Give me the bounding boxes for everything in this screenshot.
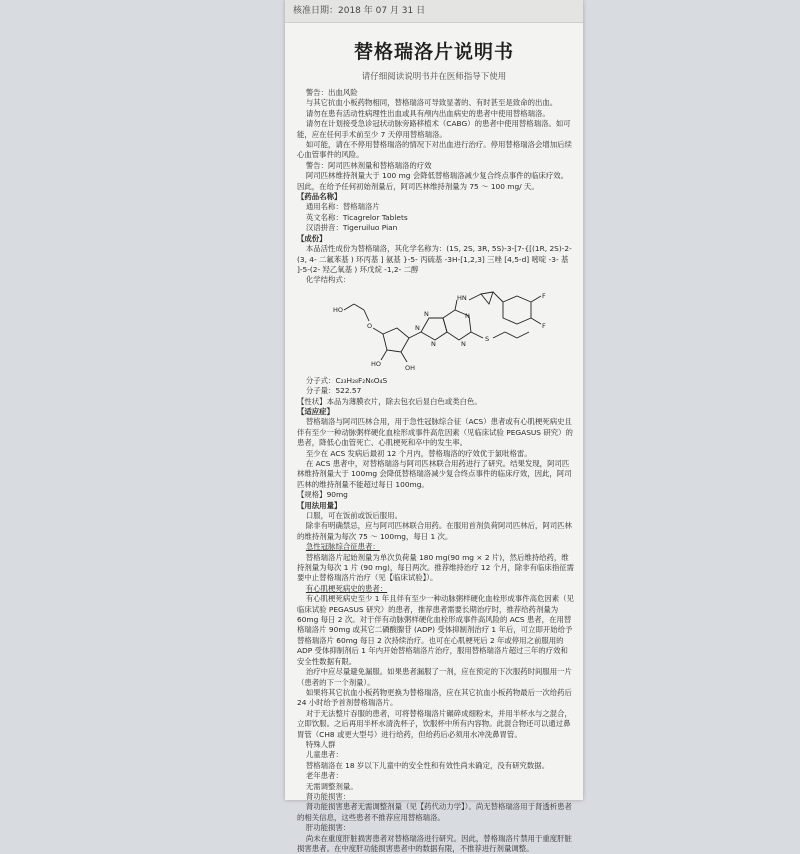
atom-label: N bbox=[431, 339, 436, 348]
child-text: 替格瑞洛在 18 岁以下儿童中的安全性和有效性尚未确定，没有研究数据。 bbox=[305, 760, 550, 770]
special-populations-heading: 特殊人群 bbox=[305, 739, 336, 749]
approval-date: 核准日期：2018 年 07 月 31 日 bbox=[285, 0, 583, 23]
section-indications: 【适应症】 bbox=[297, 406, 334, 416]
dosage-paragraph: 对于无法整片吞服的患者，可将替格瑞洛片碾碎成细粉末，并用半杯水与之混合，立即饮服。之后再用半杯水清洗杯子，饮服杯中所有内容物。此混合物还可以通过鼻胃管（CH8 或更大型号）进行给药，但给药后必须用水冲洗鼻胃管。 bbox=[297, 708, 572, 739]
dosage-paragraph: 治疗中应尽量避免漏服。如果患者漏服了一剂，应在预定的下次服药时间服用一片（患者的下一个剂量）。 bbox=[297, 667, 572, 687]
section-drug-name: 【药品名称】 bbox=[297, 192, 342, 202]
description: 【性状】本品为薄膜衣片，除去包衣后显白色或类白色。 bbox=[297, 396, 482, 406]
section-composition: 【成份】 bbox=[297, 233, 327, 243]
atom-label: N bbox=[424, 309, 429, 318]
leaflet-body bbox=[285, 82, 583, 854]
generic-name: 通用名称：替格瑞洛片 bbox=[305, 202, 380, 212]
atom-label: N bbox=[465, 311, 470, 320]
atom-label: S bbox=[485, 334, 490, 343]
warning-line: 如可能，请在不停用替格瑞洛的情况下对出血进行治疗。停用替格瑞洛会增加后续心血管事件的风险。 bbox=[297, 140, 572, 160]
atom-label: O bbox=[367, 321, 373, 330]
warning-line: 阿司匹林维持剂量大于 100 mg 会降低替格瑞洛减少复合终点事件的临床疗效。因此，在给予任何初始剂量后，阿司匹林维持剂量为 75 ～ 100 mg/ 天。 bbox=[297, 171, 569, 191]
dosage-paragraph: 口服，可在饭前或饭后服用。 bbox=[305, 511, 402, 520]
child-heading: 儿童患者： bbox=[305, 750, 343, 760]
section-dosage: 【用法用量】 bbox=[297, 500, 342, 510]
pinyin-name: 汉语拼音：Tigeruiluo Pian bbox=[305, 223, 398, 233]
molecular-weight: 分子量：522.57 bbox=[305, 386, 362, 396]
chemical-structure bbox=[297, 288, 575, 374]
elder-heading: 老年患者： bbox=[305, 771, 343, 781]
english-name: 英文名称：Ticagrelor Tablets bbox=[305, 212, 408, 222]
warning-line: 请勿在计划接受急诊冠状动脉旁路移植术（CABG）的患者中使用替格瑞洛。如可能，应在任何手术前至少 7 天停用替格瑞洛。 bbox=[297, 119, 571, 139]
atom-label: HN bbox=[457, 293, 467, 302]
renal-heading: 肾功能损害： bbox=[305, 791, 351, 801]
warning-line: 与其它抗血小板药物相同，替格瑞洛可导致显著的、有时甚至是致命的出血。 bbox=[305, 98, 558, 108]
dosage-paragraph: 除非有明确禁忌，应与阿司匹林联合用药。在服用首剂负荷阿司匹林后，阿司匹林的维持剂量为每次 75 ～ 100mg，每日 1 次。 bbox=[297, 521, 572, 541]
atom-label: N bbox=[461, 339, 466, 348]
mi-heading: 有心肌梗死病史的患者： bbox=[305, 583, 388, 593]
warning-line: 警告：出血风险 bbox=[305, 88, 358, 97]
chemical-name: 本品活性成份为替格瑞洛，其化学名称为：(1S, 2S, 3R, 5S)-3-[7-{[(1R, 2S)-2-(3, 4- 二氟苯基 ) 环丙基 ] 氨基 }-5- 丙硫基 -3H-[1,2,3] 三唑 [4,5-d] 嘧啶 -3- 基 ]-5-(2- 羟乙氧基 ) 环戊烷 -1,2- 二醇 bbox=[297, 244, 572, 274]
atom-label: OH bbox=[405, 363, 416, 372]
structure-label: 化学结构式： bbox=[305, 275, 351, 285]
atom-label: HO bbox=[333, 305, 344, 314]
molecular-formula: 分子式：C₂₃H₂₈F₂N₆O₄S bbox=[305, 375, 388, 385]
indication-paragraph: 至少在 ACS 发病后最初 12 个月内，替格瑞洛的疗效优于氯吡格雷。 bbox=[305, 448, 532, 458]
warning-line: 警告：阿司匹林剂量和替格瑞洛的疗效 bbox=[305, 160, 432, 170]
instruction-leaflet bbox=[285, 0, 583, 853]
mi-text: 有心肌梗死病史至少 1 年且伴有至少一种动脉粥样硬化血栓形成事件高危因素（见临床试验 PEGASUS 研究）的患者，推荐患者需要长期治疗时，推荐给药剂量为 60mg 每日 2 次。对于伴有动脉粥样硬化血栓形成事件高风险的 ACS 患者，在用替格瑞洛片 90mg 或其它二磷酸腺苷 (ADP) 受体抑制剂治疗 1 年后，可立即开始给予替格瑞洛片 60mg 每日 2 次持续治疗。也可在心肌梗死后 2 年或停用之前服用的 ADP 受体抑制剂后 1 年内开始替格瑞洛片治疗，服用替格瑞洛片超过三年的疗效和安全性数据有限。 bbox=[297, 594, 574, 666]
atom-label: N bbox=[415, 323, 420, 332]
atom-label: F bbox=[542, 321, 546, 330]
dosage-paragraph: 如果将其它抗血小板药物更换为替格瑞洛，应在其它抗血小板药物最后一次给药后 24 小时给予首剂替格瑞洛片。 bbox=[297, 687, 572, 708]
specification: 【规格】90mg bbox=[297, 490, 348, 500]
leaflet-subtitle: 请仔细阅读说明书并在医师指导下使用 bbox=[361, 72, 507, 82]
renal-text: 肾功能损害患者无需调整剂量（见【药代动力学】）。尚无替格瑞洛用于肾透析患者的相关信息，这些患者不推荐应用替格瑞洛。 bbox=[297, 802, 572, 822]
indication-paragraph: 替格瑞洛与阿司匹林合用，用于急性冠脉综合征（ACS）患者或有心肌梗死病史且伴有至少一种动脉粥样硬化血栓形成事件高危因素（见临床试验 PEGASUS 研究）的患者，降低心血管死亡、心肌梗死和卒中的发生率。 bbox=[297, 417, 573, 448]
atom-label: F bbox=[542, 291, 546, 300]
leaflet-title: 替格瑞洛片说明书 bbox=[353, 41, 514, 63]
acs-text: 替格瑞洛片起始剂量为单次负荷量 180 mg(90 mg × 2 片)，然后维持给药，维持剂量为每次 1 片 (90 mg)，每日两次。推荐维持治疗 12 个月，除非有临床指征需要中止替格瑞洛片治疗（见【临床试验】）。 bbox=[297, 552, 574, 583]
elder-text: 无需调整剂量。 bbox=[305, 781, 358, 791]
warning-line: 请勿在患有活动性病理性出血或具有颅内出血病史的患者中使用替格瑞洛。 bbox=[305, 108, 550, 118]
atom-label: HO bbox=[371, 359, 382, 368]
hepatic-heading: 肝功能损害： bbox=[305, 823, 351, 833]
hepatic-text: 尚未在重度肝脏损害患者对替格瑞洛进行研究。因此，替格瑞洛片禁用于重度肝脏损害患者。在中度肝功能损害患者中的数据有限，不推荐进行剂量调整。 bbox=[297, 833, 572, 853]
chemical-structure-diagram bbox=[297, 288, 575, 374]
acs-heading: 急性冠脉综合征患者： bbox=[305, 542, 380, 552]
indication-paragraph: 在 ACS 患者中，对替格瑞洛与阿司匹林联合用药进行了研究。结果发现，阿司匹林维持剂量大于 100mg 会降低替格瑞洛减少复合终点事件的临床疗效，因此，阿司匹林的维持剂量不能超过每日 100mg。 bbox=[297, 458, 572, 489]
